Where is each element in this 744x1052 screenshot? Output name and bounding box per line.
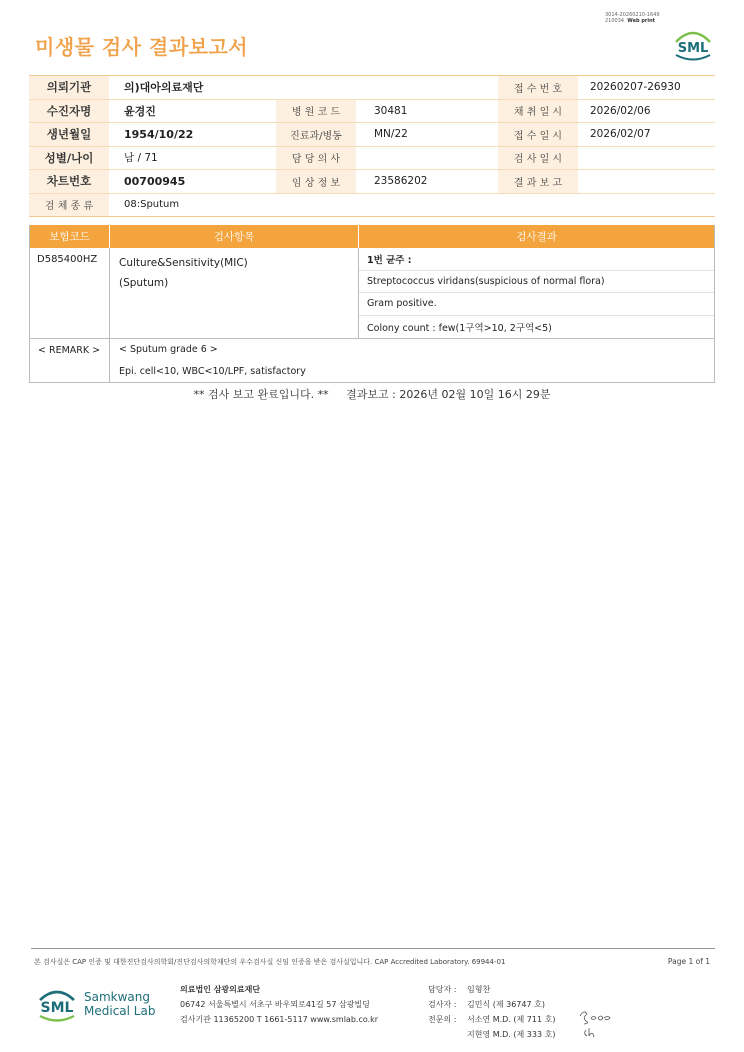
footer-logo-text: SML bbox=[40, 1000, 74, 1016]
header-test-result: 검사결과 bbox=[516, 231, 557, 243]
staff-value: 서소연 M.D. (제 711 호) bbox=[467, 1015, 556, 1024]
print-code-line1: 3014-20260210-1649 bbox=[605, 12, 660, 18]
footer-divider bbox=[31, 948, 715, 949]
staff-label: 전문의 : bbox=[428, 1015, 457, 1024]
staff-list bbox=[428, 982, 555, 1042]
staff-label bbox=[428, 1027, 467, 1042]
print-code bbox=[605, 12, 660, 24]
chart-number-value: 00700945 bbox=[124, 174, 186, 188]
info-row-chart bbox=[29, 170, 715, 194]
results-row bbox=[30, 248, 714, 339]
insurance-code: D585400HZ bbox=[30, 248, 110, 338]
staff-row bbox=[428, 982, 555, 997]
sml-footer-logo bbox=[37, 982, 77, 1026]
print-code-line2: 210034 Web print bbox=[605, 18, 656, 24]
result-line-2: Streptococcus viridans(suspicious of normal flora) bbox=[359, 271, 714, 294]
institution-label: 의뢰기관 bbox=[29, 76, 109, 99]
brand-line2: Medical Lab bbox=[84, 1004, 156, 1018]
staff-row bbox=[428, 1012, 555, 1027]
results-table bbox=[29, 225, 715, 383]
department-label: 진료과/병동 bbox=[276, 123, 356, 146]
clinical-info-label: 임 상 정 보 bbox=[276, 170, 356, 193]
result-line-3: Gram positive. bbox=[359, 293, 714, 316]
org-name: 의료법인 삼광의료재단 bbox=[180, 985, 261, 994]
result-line-1: 1번 균주 : bbox=[359, 248, 714, 271]
sex-age-value: 남 / 71 bbox=[124, 152, 158, 165]
test-item bbox=[110, 248, 359, 338]
svg-text:SML: SML bbox=[677, 41, 709, 56]
report-result-label: 결 과 보 고 bbox=[498, 170, 578, 193]
patient-name-label: 수진자명 bbox=[29, 100, 109, 123]
received-date-value: 2026/02/07 bbox=[590, 128, 651, 141]
sex-age-label: 성별/나이 bbox=[29, 147, 109, 170]
staff-value: 지현영 M.D. (제 333 호) bbox=[467, 1030, 556, 1039]
specimen-type-label: 검 체 종 류 bbox=[29, 194, 109, 217]
test-item-line1: Culture&Sensitivity(MIC) bbox=[119, 257, 248, 269]
remark-line-2: Epi. cell<10, WBC<10/LPF, satisfactory bbox=[119, 365, 306, 377]
physician-label: 담 당 의 사 bbox=[276, 147, 356, 170]
completion-status: ** 검사 보고 완료입니다. ** bbox=[193, 388, 329, 401]
org-address: 06742 서울특별시 서초구 바우뫼로41길 57 삼광빌딩 bbox=[180, 1000, 370, 1009]
header-insurance-code: 보험코드 bbox=[30, 225, 110, 248]
organization-info bbox=[180, 982, 378, 1027]
collection-date-value: 2026/02/06 bbox=[590, 104, 651, 117]
remark-content bbox=[110, 339, 714, 382]
hospital-code-label: 병 원 코 드 bbox=[276, 100, 356, 123]
patient-info-table bbox=[29, 75, 715, 217]
department-value: MN/22 bbox=[374, 128, 408, 141]
results-header bbox=[30, 225, 714, 248]
certification-note: 본 검사실은 CAP 인증 및 대한진단검사의학회/진단검사의학재단의 우수검사실 신임 인증을 받은 검사실입니다. CAP Accredited Laboratory. 69944-01 bbox=[34, 958, 506, 966]
info-row-birth bbox=[29, 123, 715, 147]
header-test-item: 검사항목 bbox=[110, 225, 359, 248]
sml-logo bbox=[672, 26, 714, 62]
staff-row bbox=[428, 997, 555, 1012]
staff-value: 김민식 (제 36747 호) bbox=[467, 1000, 545, 1009]
info-row-institution bbox=[29, 76, 715, 100]
received-date-label: 접 수 일 시 bbox=[498, 123, 578, 146]
report-timestamp: 결과보고 : 2026년 02월 10일 16시 29분 bbox=[346, 388, 551, 401]
signature-image bbox=[578, 1008, 612, 1040]
staff-label: 담당자 : bbox=[428, 985, 457, 994]
staff-value: 임형찬 bbox=[467, 985, 491, 994]
collection-date-label: 채 취 일 시 bbox=[498, 100, 578, 123]
birthdate-label: 생년월일 bbox=[29, 123, 109, 146]
remark-row bbox=[30, 339, 714, 382]
test-result bbox=[359, 248, 714, 338]
info-row-patient bbox=[29, 100, 715, 124]
accession-label: 접 수 번 호 bbox=[498, 76, 578, 99]
remark-label: < REMARK > bbox=[30, 339, 110, 382]
page-number: Page 1 of 1 bbox=[667, 957, 710, 966]
staff-label: 검사자 : bbox=[428, 1000, 457, 1009]
staff-row bbox=[428, 1027, 555, 1042]
test-date-label: 검 사 일 시 bbox=[498, 147, 578, 170]
info-row-sex-age bbox=[29, 147, 715, 171]
patient-name-value: 윤경진 bbox=[124, 104, 156, 118]
org-contact: 검사기관 11365200 T 1661-5117 www.smlab.co.kr bbox=[180, 1015, 379, 1024]
completion-line bbox=[0, 386, 744, 402]
accession-value: 20260207-26930 bbox=[590, 81, 681, 94]
specimen-type-value: 08:Sputum bbox=[124, 199, 180, 211]
birthdate-value: 1954/10/22 bbox=[124, 127, 194, 141]
test-item-line2: (Sputum) bbox=[119, 277, 169, 289]
clinical-info-value: 23586202 bbox=[374, 175, 428, 188]
brand-line1: Samkwang bbox=[84, 990, 150, 1004]
remark-line-1: < Sputum grade 6 > bbox=[119, 344, 218, 356]
report-title: 미생물 검사 결과보고서 bbox=[35, 35, 249, 59]
info-row-specimen bbox=[29, 194, 715, 218]
chart-number-label: 차트번호 bbox=[29, 170, 109, 193]
hospital-code-value: 30481 bbox=[374, 104, 408, 117]
result-line-4: Colony count : few(1구역>10, 2구역<5) bbox=[367, 322, 552, 334]
institution-value: 의)대아의료재단 bbox=[124, 81, 204, 95]
brand-name bbox=[84, 990, 155, 1018]
